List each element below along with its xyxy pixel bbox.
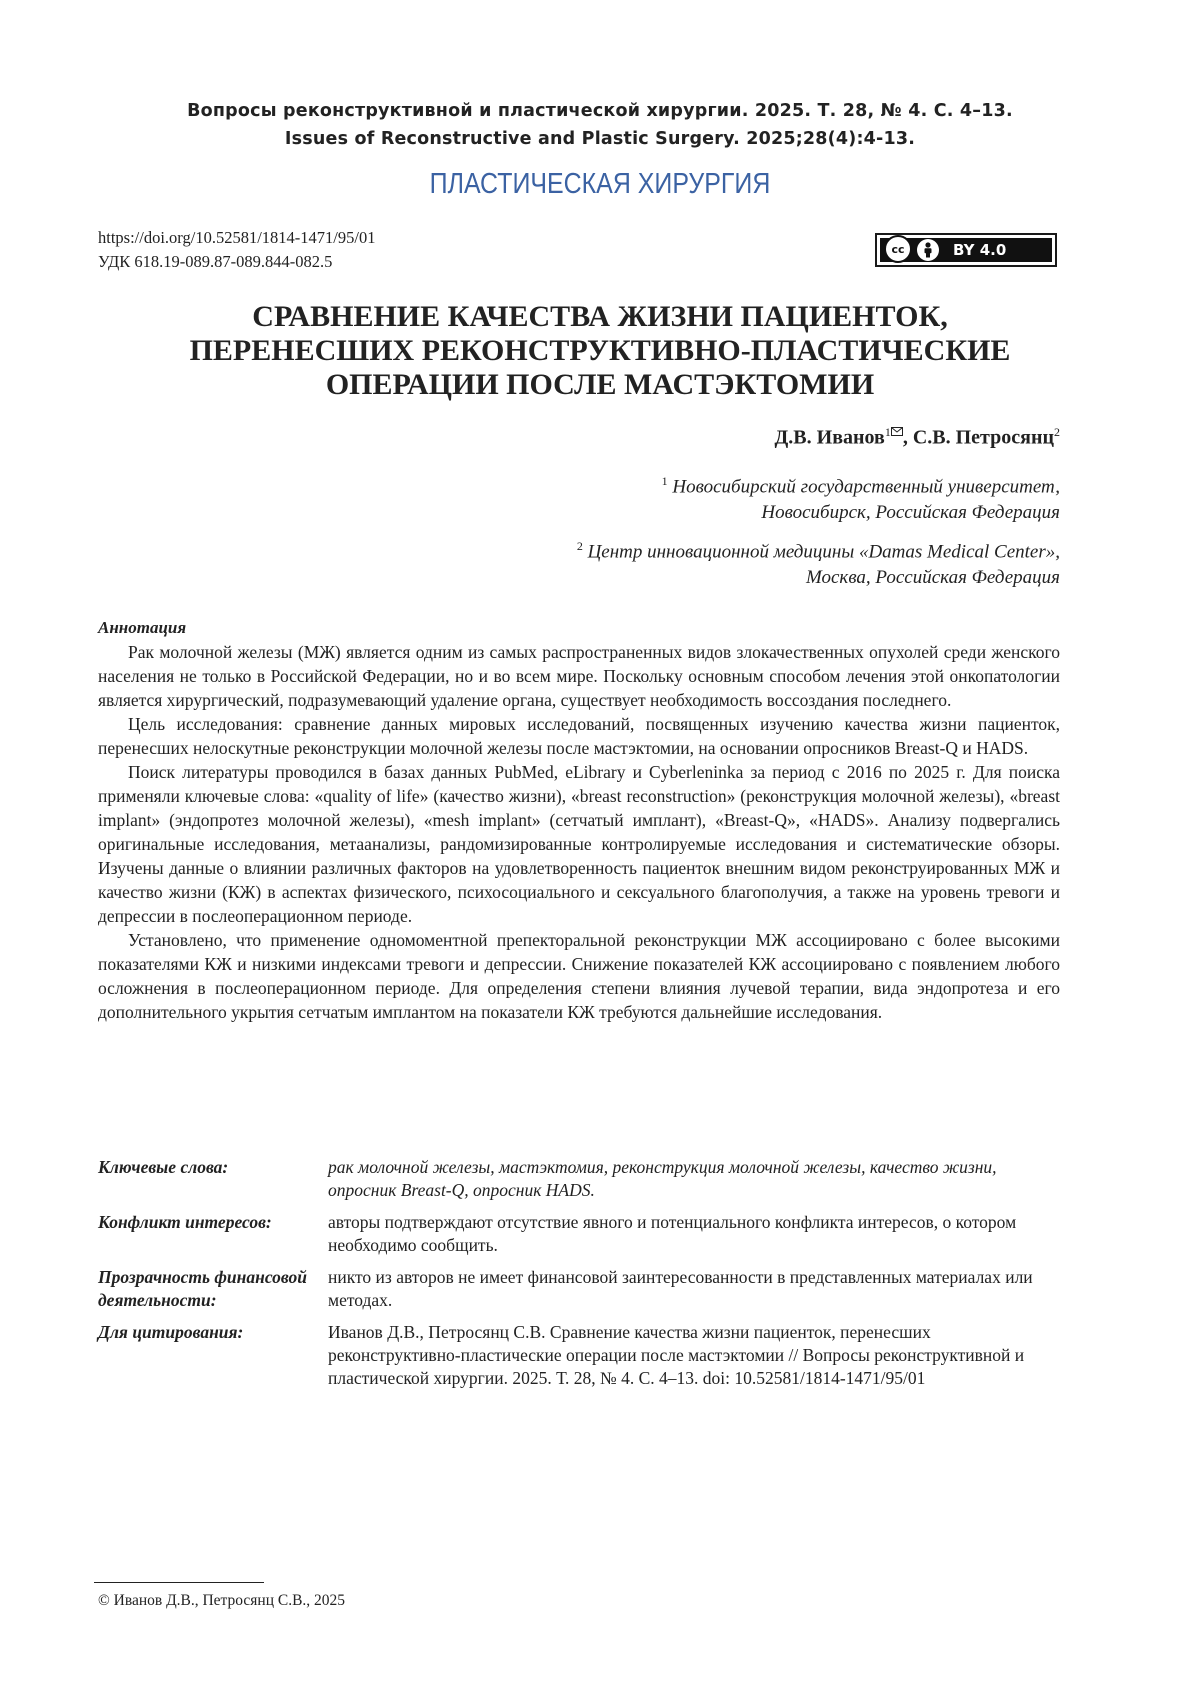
udk-code: УДК 618.19-089.87-089.844-082.5 (98, 252, 333, 271)
affiliation-line: Центр инновационной медицины «Damas Medical Center», (587, 541, 1060, 563)
metadata-row (98, 1321, 1060, 1390)
footnote-divider (94, 1582, 264, 1583)
title-line: ОПЕРАЦИИ ПОСЛЕ МАСТЭКТОМИИ (325, 368, 875, 401)
cc-license-badge[interactable] (875, 233, 1057, 267)
license-label: BY 4.0 (953, 241, 1007, 259)
abstract-paragraph: Цель исследования: сравнение данных мировых исследований, посвященных изучению качества жизни пациенток, перенесших нелоскутные реконструкции молочной железы после мастэктомии, на основании опросников Breast-Q и HADS. (98, 714, 1060, 758)
article-metadata (98, 1156, 1060, 1399)
citation-value: Иванов Д.В., Петросянц С.В. Сравнение качества жизни пациенток, перенесших реконструктивно-пластические операции после мастэктомии // Вопросы реконструктивной и пластической хирургии. 2025. Т. 28, № 4. С. 4–13. doi: 10.52581/1814-1471/95/01 (328, 1322, 1025, 1388)
doi-link[interactable]: https://doi.org/10.52581/1814-1471/95/01 (98, 228, 376, 247)
journal-citation-ru: Вопросы реконструктивной и пластической хирургии. 2025. Т. 28, № 4. С. 4–13. (187, 101, 1013, 121)
title-line: СРАВНЕНИЕ КАЧЕСТВА ЖИЗНИ ПАЦИЕНТОК, (252, 300, 948, 333)
affiliation-mark: 1 (661, 474, 668, 488)
creative-commons-icon: cc (884, 235, 912, 263)
affiliation (662, 468, 1060, 526)
metadata-label: Прозрачность финансовой деятельности: (98, 1267, 307, 1310)
affiliation-line: Новосибирск, Российская Федерация (761, 502, 1060, 524)
copyright-notice: © Иванов Д.В., Петросянц С.В., 2025 (98, 1592, 346, 1609)
author-affiliation-mark: 2 (1054, 425, 1060, 439)
affiliation-line: Новосибирский государственный университет, (672, 476, 1060, 498)
envelope-icon[interactable] (891, 427, 903, 436)
section-heading: ПЛАСТИЧЕСКАЯ ХИРУРГИЯ (429, 168, 771, 200)
abstract (98, 616, 1060, 1024)
metadata-label: Для цитирования: (98, 1322, 244, 1342)
metadata-value: авторы подтверждают отсутствие явного и потенциального конфликта интересов, о котором необходимо сообщить. (328, 1212, 1017, 1255)
abstract-paragraph: Рак молочной железы (МЖ) является одним из самых распространенных видов злокачественных опухолей среди женского населения не только в Российской Федерации, но и во всем мире. Поскольку основным способом лечения этой онкопатологии является хирургический, подразумевающий удаление органа, существует необходимость воссоздания последнего. (98, 642, 1060, 710)
abstract-paragraph: Установлено, что применение одномоментной препекторальной реконструкции МЖ ассоциировано с более высокими показателями КЖ и низкими индексами тревоги и депрессии. Снижение показателей КЖ ассоциировано с появлением любого осложнения в послеоперационном периоде. Для определения степени влияния лучевой терапии, вида эндопротеза и его дополнительного укрытия сетчатым имплантом на показатели КЖ требуются дальнейшие исследования. (98, 930, 1060, 1022)
author-name: Д.В. Иванов (774, 426, 885, 449)
author-affiliation-mark: 1 (884, 425, 891, 439)
metadata-label: Ключевые слова: (98, 1157, 229, 1177)
journal-citation-en: Issues of Reconstructive and Plastic Surgery. 2025;28(4):4-13. (284, 129, 916, 149)
affiliation-mark: 2 (576, 539, 583, 553)
metadata-label: Конфликт интересов: (98, 1212, 272, 1232)
affiliation-line: Москва, Российская Федерация (805, 567, 1060, 589)
author-name: С.В. Петросянц (912, 426, 1054, 449)
person-icon (917, 239, 939, 261)
metadata-row (98, 1156, 1060, 1202)
title-line: ПЕРЕНЕСШИХ РЕКОНСТРУКТИВНО-ПЛАСТИЧЕСКИЕ (189, 334, 1011, 367)
abstract-paragraph: Поиск литературы проводился в базах данных PubMed, eLibrary и Cyberleninka за период с 2016 по 2025 г. Для поиска применяли ключевые слова: «quality of life» (качество жизни), «breast reconstruction» (реконструкция молочной железы), «breast implant» (эндопротез молочной железы), «mesh implant» (сетчатый имплант), «Breast-Q», «HADS». Анализу подвергались оригинальные исследования, метаанализы, рандомизированные контролируемые исследования и систематические обзоры. Изучены данные о влиянии различных факторов на удовлетворенность пациенток внешним видом реконструированных МЖ и качество жизни (КЖ) в аспектах физического, психосоциального и сексуального благополучия, а также на уровень тревоги и депрессии в послеоперационном периоде. (98, 762, 1060, 926)
affiliation (577, 533, 1060, 591)
author-separator: , (902, 426, 913, 449)
article-title (0, 300, 1200, 402)
metadata-row (98, 1211, 1060, 1257)
metadata-value: никто из авторов не имеет финансовой заинтересованности в представленных материалах или методах. (328, 1267, 1033, 1310)
keywords-value: рак молочной железы, мастэктомия, реконструкция молочной железы, качество жизни, опросник Breast-Q, опросник HADS. (328, 1157, 997, 1200)
author-list (775, 425, 1060, 450)
metadata-row (98, 1266, 1060, 1312)
abstract-heading: Аннотация (98, 618, 187, 637)
